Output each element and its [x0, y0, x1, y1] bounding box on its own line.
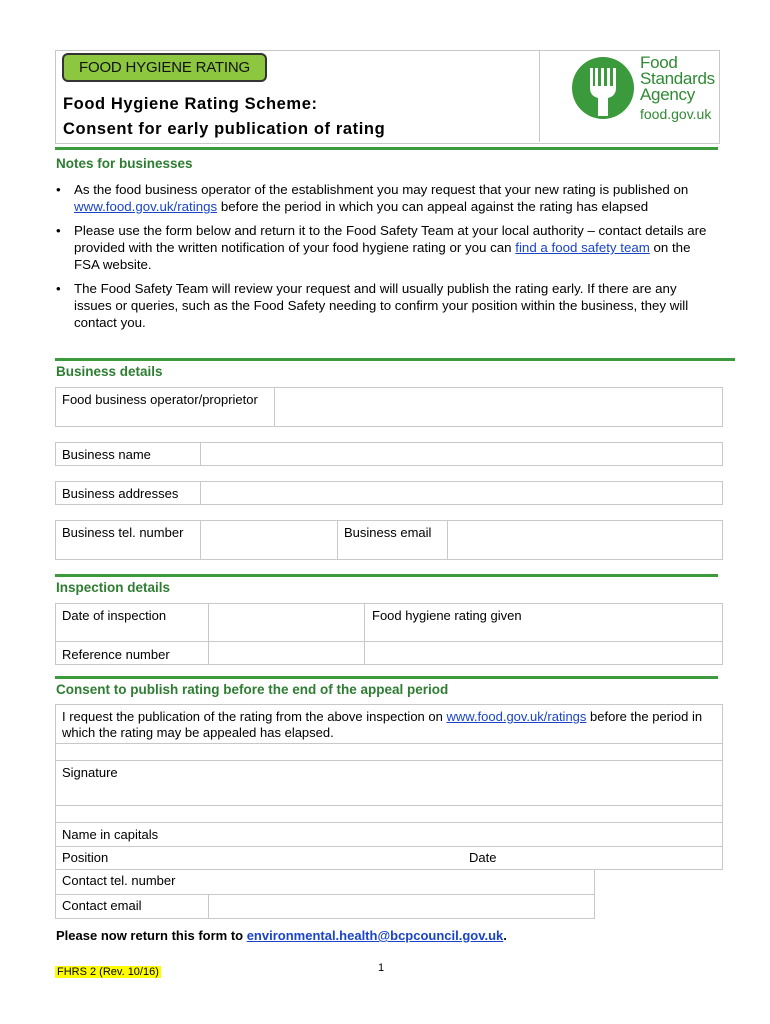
contact-email-label: Contact email: [62, 898, 142, 913]
inspection-date-field[interactable]: [209, 604, 364, 640]
business-name-row: [55, 442, 723, 466]
business-name-label: Business name: [56, 443, 201, 465]
operator-row: [55, 387, 723, 427]
notes-section-title: Notes for businesses: [56, 156, 193, 171]
business-email-label: Business email: [338, 521, 448, 559]
reference-number-field[interactable]: [209, 642, 364, 664]
title-line-2: Consent for early publication of rating: [63, 120, 386, 138]
inspection-date-label: Date of inspection: [62, 608, 167, 623]
business-email-field[interactable]: [448, 521, 722, 559]
inspection-col-divider: [364, 603, 365, 665]
contact-email-field[interactable]: [209, 895, 594, 918]
consent-divider: [55, 743, 723, 744]
rating-given-label: Food hygiene rating given: [372, 608, 522, 623]
name-capitals-label: Name in capitals: [62, 827, 159, 842]
reference-number-label: Reference number: [62, 647, 170, 662]
consent-section-title: Consent to publish rating before the end of the appeal period: [56, 682, 449, 697]
section-rule: [55, 574, 718, 577]
notes-list-container: [56, 181, 716, 338]
fsa-logo-url: food.gov.uk: [640, 106, 712, 122]
consent-divider: [55, 846, 723, 847]
section-rule: [55, 358, 735, 361]
consent-ratings-link[interactable]: www.food.gov.uk/ratings: [446, 709, 587, 724]
form-reference: FHRS 2 (Rev. 10/16): [57, 966, 159, 978]
logo-line-2: Standards: [640, 69, 715, 88]
inspection-divider: [55, 641, 723, 642]
list-item: • The Food Safety Team will review your request and will usually publish the rating early. If there are any issues or queries, such as the Food Safety needing to confirm your position within the business, they will contact you.: [56, 280, 716, 331]
notes-list: [56, 181, 716, 331]
inspection-section-title: Inspection details: [56, 580, 171, 595]
page-number: 1: [378, 962, 385, 974]
return-instruction: Please now return this form to environmental.health@bcpcouncil.gov.uk.: [56, 928, 507, 943]
signature-field[interactable]: [56, 783, 722, 805]
business-contact-row: [55, 520, 723, 560]
consent-divider: [55, 760, 723, 761]
date-label: Date: [469, 850, 497, 865]
list-item: • Please use the form below and return it to the Food Safety Team at your local authority – contact details are provided with the written notification of your food hygiene rating or you can find a food safety team on the FSA website.: [56, 222, 716, 273]
header-divider: [539, 50, 540, 142]
section-rule: [55, 147, 718, 150]
consent-divider: [55, 805, 723, 806]
business-address-label: Business addresses: [56, 482, 201, 504]
position-label: Position: [62, 850, 109, 865]
operator-field[interactable]: [275, 388, 722, 426]
business-address-field[interactable]: [201, 482, 722, 504]
business-section-title: Business details: [56, 364, 163, 379]
return-email-link[interactable]: environmental.health@bcpcouncil.gov.uk: [246, 928, 504, 943]
food-hygiene-rating-badge: FOOD HYGIENE RATING: [62, 53, 267, 82]
ratings-link[interactable]: www.food.gov.uk/ratings: [74, 199, 218, 214]
operator-label: Food business operator/proprietor: [56, 388, 275, 426]
business-tel-label: Business tel. number: [56, 521, 201, 559]
signature-label: Signature: [62, 765, 118, 780]
title-line-1: Food Hygiene Rating Scheme:: [63, 95, 318, 113]
contact-tel-label: Contact tel. number: [62, 873, 176, 888]
logo-line-1: Food: [640, 53, 678, 72]
section-rule: [55, 676, 718, 679]
consent-divider: [55, 822, 723, 823]
list-item: • As the food business operator of the establishment you may request that your new rating is published on www.food.gov.uk/ratings before the period in which you can appeal against the rating has elapsed: [56, 181, 716, 215]
business-address-row: [55, 481, 723, 505]
business-name-field[interactable]: [201, 443, 722, 465]
consent-statement: I request the publication of the rating from the above inspection on www.food.gov.uk/ratings before the period in which the rating may be appealed has elapsed.: [62, 709, 703, 740]
page-title: [63, 92, 385, 142]
fsa-fork-logo-icon: [570, 52, 636, 124]
business-tel-field[interactable]: [201, 521, 338, 559]
fsa-logo-text: [640, 55, 715, 103]
find-food-safety-team-link[interactable]: find a food safety team: [515, 240, 650, 255]
logo-line-3: Agency: [640, 85, 695, 104]
